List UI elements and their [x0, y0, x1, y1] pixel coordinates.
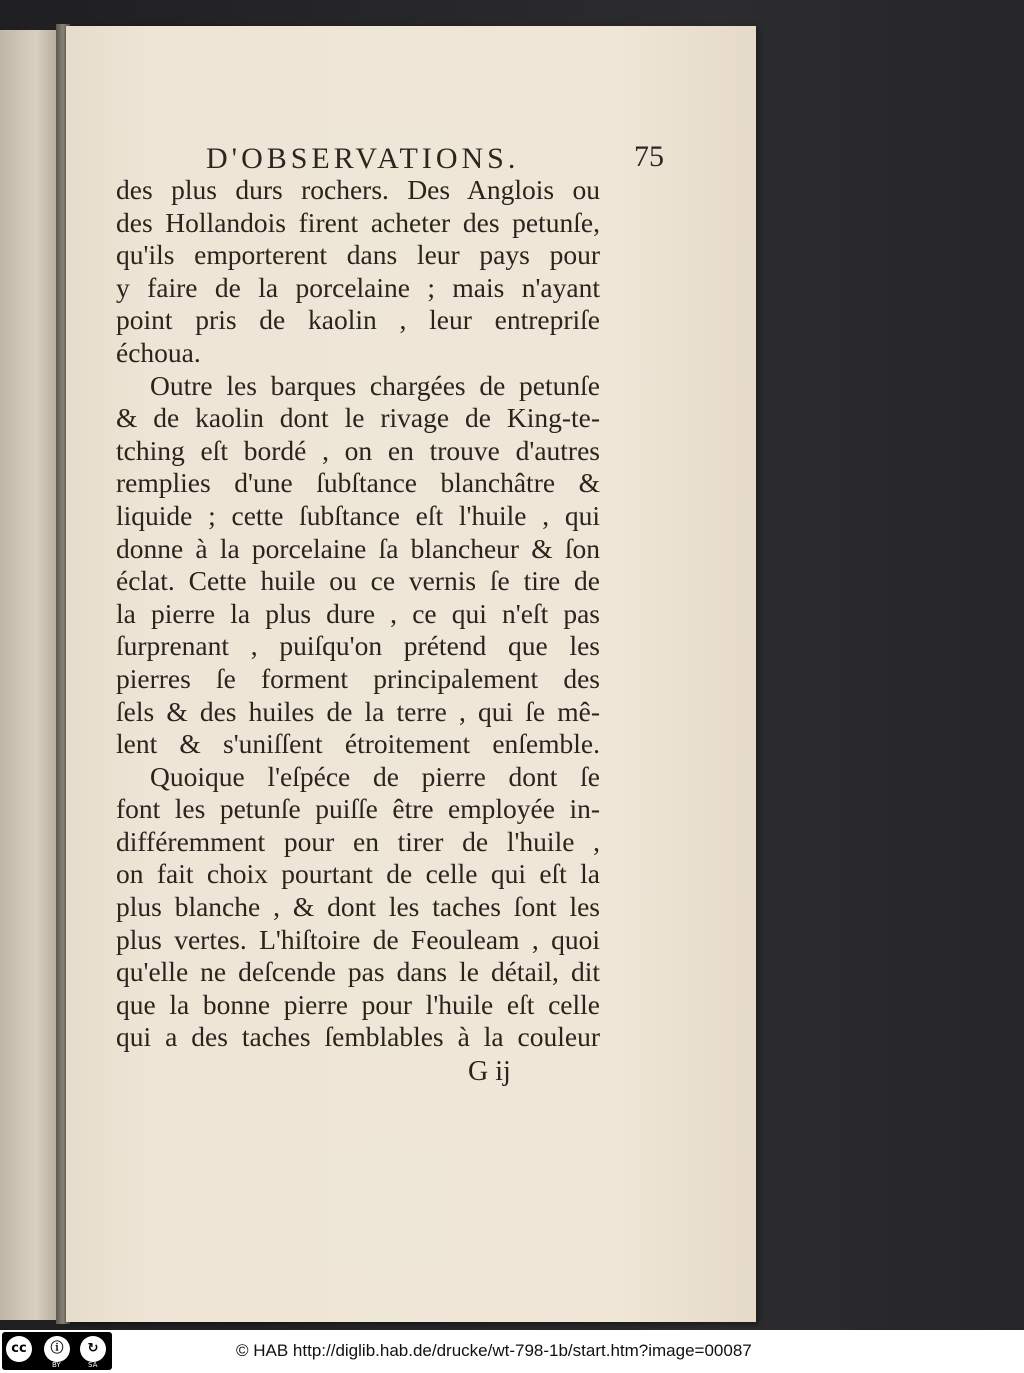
credit-link[interactable]: © HAB http://diglib.hab.de/drucke/wt-798-1b/start.htm?image=00087 — [236, 1341, 752, 1360]
text-line: échoua. — [116, 336, 201, 368]
text-line: ſurprenant , puiſqu'on prétend que les — [116, 630, 600, 662]
license-by-label: BY — [52, 1361, 61, 1369]
text-line: y faire de la porcelaine ; mais n'ayant — [116, 271, 600, 303]
text-line: pierres ſe forment principalement des — [116, 662, 600, 694]
body-text — [116, 174, 600, 1054]
text-line: des Hollandois firent acheter des petunſe, — [116, 206, 600, 238]
text-line: on fait choix pourtant de celle qui eſt la — [116, 858, 600, 890]
text-line: différemment pour en tirer de l'huile , — [116, 825, 600, 857]
cc-icon: cc — [6, 1336, 32, 1362]
text-line: font les petunſe puiſſe être employée in- — [116, 793, 600, 825]
previous-page-edge — [0, 30, 63, 1320]
text-line: Quoique l'eſpéce de pierre dont ſe — [150, 760, 600, 792]
share-alike-icon: ↻ — [80, 1336, 106, 1362]
running-head: D'OBSERVATIONS. — [206, 142, 520, 175]
text-line: des plus durs rochers. Des Anglois ou — [116, 174, 600, 205]
text-line: Outre les barques chargées de petunſe — [150, 369, 600, 401]
text-line: liquide ; cette ſubſtance eſt l'huile , qui — [116, 499, 600, 531]
text-line: & de kaolin dont le rivage de King-te- — [116, 402, 600, 434]
page-number: 75 — [634, 140, 664, 173]
book-page — [66, 26, 756, 1322]
attribution-icon: ⓘ — [44, 1336, 70, 1362]
text-line: plus blanche , & dont les taches ſont les — [116, 891, 600, 923]
text-line: point pris de kaolin , leur entrepriſe — [116, 304, 600, 336]
text-line: tching eſt bordé , on en trouve d'autres — [116, 434, 600, 466]
text-line: qu'elle ne deſcende pas dans le détail, dit — [116, 956, 600, 988]
signature-mark: G ij — [468, 1056, 511, 1087]
text-line: plus vertes. L'hiſtoire de Feouleam , quoi — [116, 923, 600, 955]
text-line: remplies d'une ſubſtance blanchâtre & — [116, 467, 600, 499]
footer-bar — [0, 1330, 1024, 1373]
text-line: éclat. Cette huile ou ce vernis ſe tire de — [116, 565, 600, 597]
text-line: qu'ils emporterent dans leur pays pour — [116, 239, 600, 271]
text-line: lent & s'uniſſent étroitement enſemble. — [116, 728, 600, 760]
text-line: donne à la porcelaine ſa blancheur & ſon — [116, 532, 600, 564]
cc-license-badge[interactable] — [2, 1332, 112, 1370]
text-line: qui a des taches ſemblables à la couleur — [116, 1021, 600, 1053]
text-line: la pierre la plus dure , ce qui n'eſt pas — [116, 597, 600, 629]
text-line: ſels & des huiles de la terre , qui ſe mê- — [116, 695, 600, 727]
page-header — [206, 138, 676, 178]
license-sa-label: SA — [88, 1361, 98, 1369]
text-line: que la bonne pierre pour l'huile eſt celle — [116, 988, 600, 1020]
